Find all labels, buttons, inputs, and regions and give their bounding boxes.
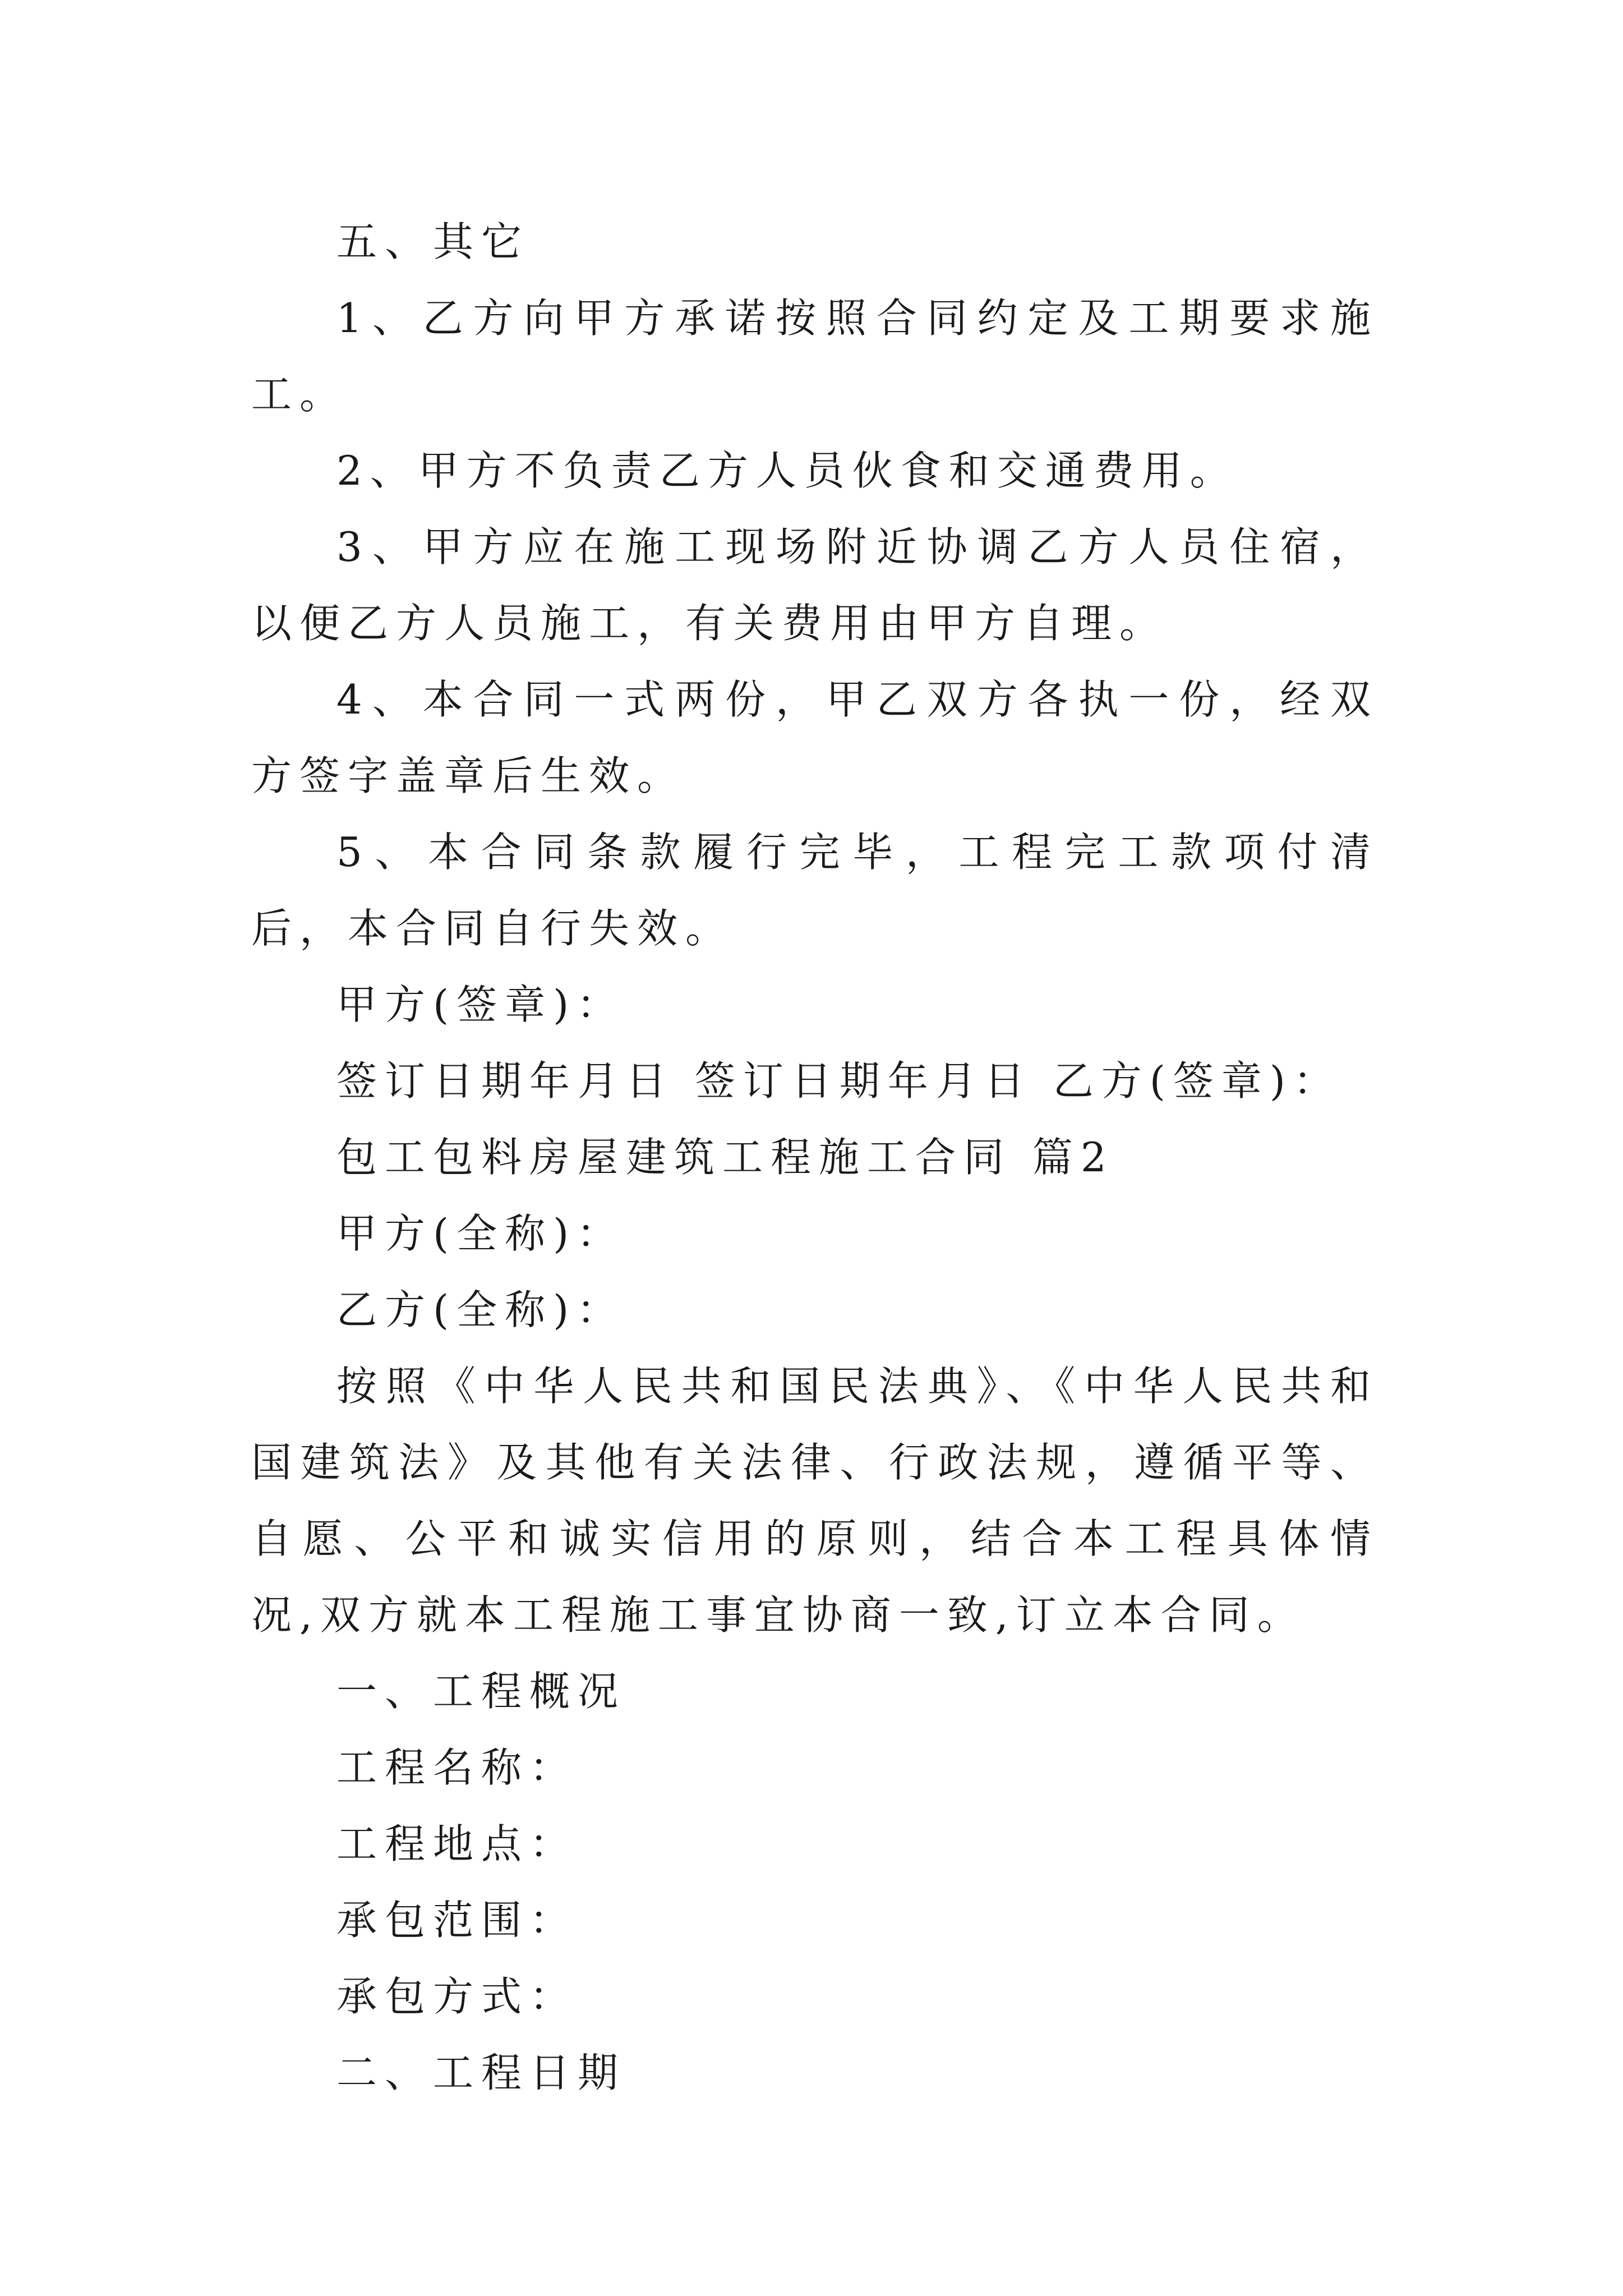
- contract-method-field: 承包方式：: [336, 1973, 578, 2020]
- clause-1: 1、乙方向甲方承诺按照合同约定及工期要求施工。: [251, 295, 1378, 418]
- signing-date-line: 签订日期年月日 签订日期年月日 乙方(签章)：: [336, 1057, 1341, 1105]
- clause-3: 3、甲方应在施工现场附近协调乙方人员住宿，以便乙方人员施工，有关费用由甲方自理。: [251, 523, 1378, 647]
- preamble-paragraph: 按照《中华人民共和国民法典》、《中华人民共和国建筑法》及其他有关法律、行政法规，遵循平等、自愿、公平和诚实信用的原则，结合本工程具体情况,双方就本工程施工事宜协商一致,订立本合同。: [251, 1363, 1378, 1639]
- section-heading-project-dates: 二、工程日期: [336, 2049, 626, 2096]
- clause-2: 2、甲方不负责乙方人员伙食和交通费用。: [336, 447, 1238, 494]
- project-name-field: 工程名称：: [336, 1744, 578, 1791]
- section-heading-other: 五、其它: [336, 218, 530, 265]
- clause-4: 4、本合同一式两份，甲乙双方各执一份，经双方签字盖章后生效。: [251, 676, 1378, 799]
- document-body: [251, 204, 1378, 2111]
- project-location-field: 工程地点：: [336, 1820, 578, 1867]
- party-b-full-name: 乙方(全称)：: [336, 1286, 625, 1333]
- party-a-signature-line: 甲方(签章)：: [336, 981, 625, 1028]
- contract-scope-field: 承包范围：: [336, 1897, 578, 1944]
- party-a-full-name: 甲方(全称)：: [336, 1210, 625, 1257]
- contract-title-part2: 包工包料房屋建筑工程施工合同 篇2: [336, 1134, 1114, 1181]
- clause-5: 5、本合同条款履行完毕，工程完工款项付清后，本合同自行失效。: [251, 829, 1378, 952]
- section-heading-project-overview: 一、工程概况: [336, 1668, 626, 1715]
